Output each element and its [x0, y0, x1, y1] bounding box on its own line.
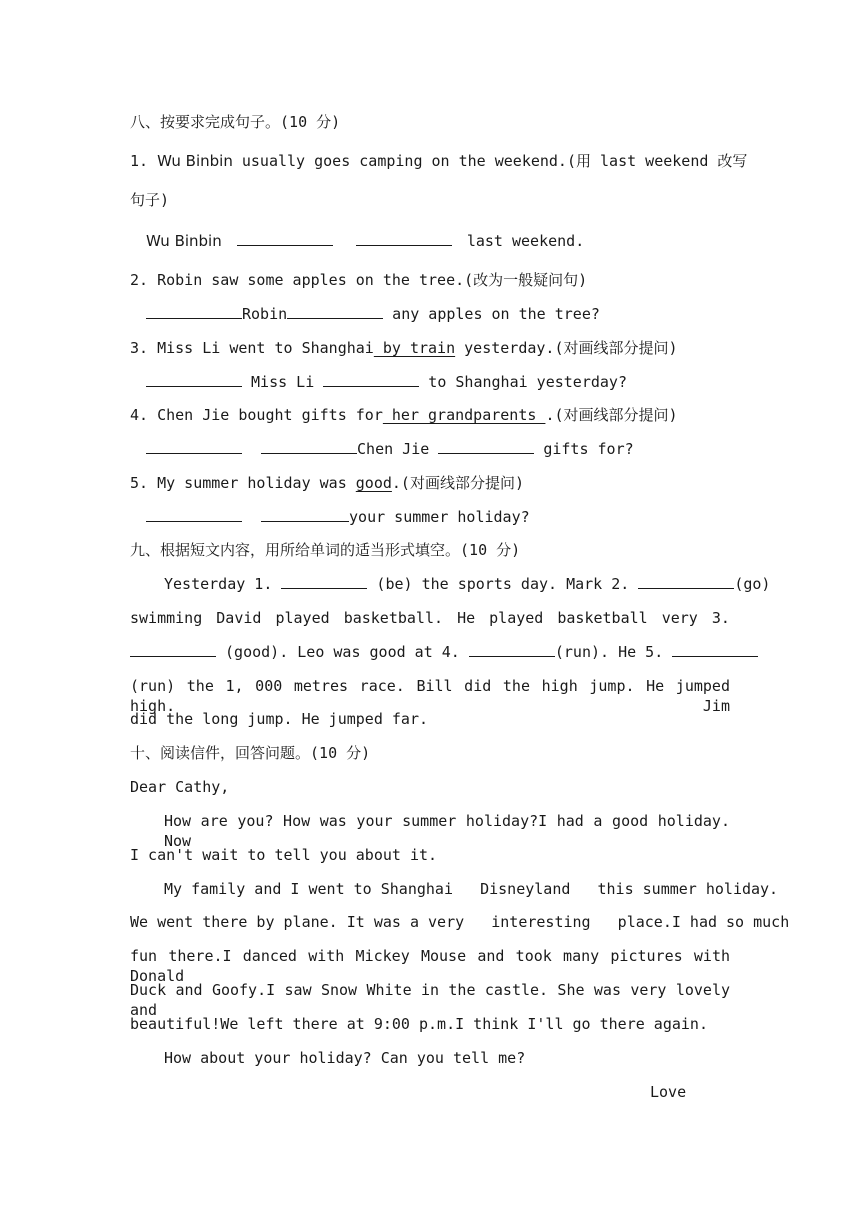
q3-answer-line: Miss Li to Shanghai yesterday? — [146, 372, 746, 392]
section10-title: 十、阅读信件，回答问题。(10 分) — [130, 744, 371, 762]
q5-answer-line: your summer holiday? — [146, 507, 746, 527]
answer-blank[interactable] — [130, 642, 216, 657]
q1-answer-line: Wu Binbin last weekend. — [146, 232, 585, 250]
answer-blank[interactable] — [261, 439, 357, 454]
q2-answer-line: Robin any apples on the tree? — [146, 304, 746, 324]
underlined-phrase: by train — [373, 339, 456, 357]
answer-blank[interactable] — [638, 574, 734, 589]
answer-blank[interactable] — [261, 507, 349, 522]
section8-title: 八、按要求完成句子。(10 分) — [130, 113, 341, 131]
answer-blank[interactable] — [469, 642, 555, 657]
letter-p2-line-5: beautiful!We left there at 9:00 p.m.I think I'll go there again. — [130, 1015, 708, 1033]
letter-p2-line-4: Duck and Goofy.I saw Snow White in the castle. She was very lovely and — [130, 981, 730, 1019]
letter-p2-line-1: My family and I went to Shanghai Disneyland this summer holiday. — [164, 880, 779, 898]
letter-p2-line-3: fun there.I danced with Mickey Mouse and took many pictures with Donald — [130, 947, 730, 985]
q2-line: 2. Robin saw some apples on the tree.(改为一般疑问句) — [130, 271, 588, 289]
q1-line-2: 句子) — [130, 191, 170, 209]
answer-blank[interactable] — [281, 574, 367, 589]
q5-line: 5. My summer holiday was good.(对画线部分提问) — [130, 474, 524, 492]
q4-line: 4. Chen Jie bought gifts for her grandparents .(对画线部分提问) — [130, 406, 678, 424]
underlined-phrase: good — [355, 474, 392, 492]
answer-blank[interactable] — [237, 231, 333, 246]
letter-p1-line-1: How are you? How was your summer holiday?I had a good holiday. Now — [164, 812, 730, 850]
q3-line: 3. Miss Li went to Shanghai by train yesterday.(对画线部分提问) — [130, 339, 678, 357]
s9-line-1: Yesterday 1. (be) the sports day. Mark 2. (go) — [164, 575, 771, 593]
q1-name: Wu Binbin — [157, 152, 233, 170]
letter-p3: How about your holiday? Can you tell me? — [164, 1049, 526, 1067]
answer-blank[interactable] — [672, 642, 758, 657]
answer-blank[interactable] — [146, 439, 242, 454]
section9-title: 九、根据短文内容，用所给单词的适当形式填空。(10 分) — [130, 541, 521, 559]
s9-line-5: did the long jump. He jumped far. — [130, 710, 429, 728]
letter-p2-line-2: We went there by plane. It was a very interesting place.I had so much — [130, 913, 790, 931]
answer-blank[interactable] — [146, 372, 242, 387]
s9-line-4: (run) the 1, 000 metres race. Bill did the high jump. He jumped high. Jim — [130, 677, 730, 715]
answer-blank[interactable] — [287, 304, 383, 319]
answer-blank[interactable] — [146, 304, 242, 319]
s9-line-2: swimming David played basketball. He played basketball very 3. — [130, 609, 730, 627]
letter-greeting: Dear Cathy, — [130, 778, 230, 796]
underlined-phrase: her grandparents — [382, 406, 546, 424]
answer-blank[interactable] — [146, 507, 242, 522]
answer-blank[interactable] — [438, 439, 534, 454]
s9-line-3: (good). Leo was good at 4. (run). He 5. — [130, 642, 730, 662]
letter-p1-line-2: I can't wait to tell you about it. — [130, 846, 438, 864]
answer-blank[interactable] — [356, 231, 452, 246]
letter-closing: Love — [650, 1083, 687, 1101]
q4-answer-line: Chen Jie gifts for? — [146, 439, 746, 459]
q1-line: 1. Wu Binbin usually goes camping on the weekend.(用 last weekend 改写 — [130, 152, 748, 170]
answer-blank[interactable] — [323, 372, 419, 387]
